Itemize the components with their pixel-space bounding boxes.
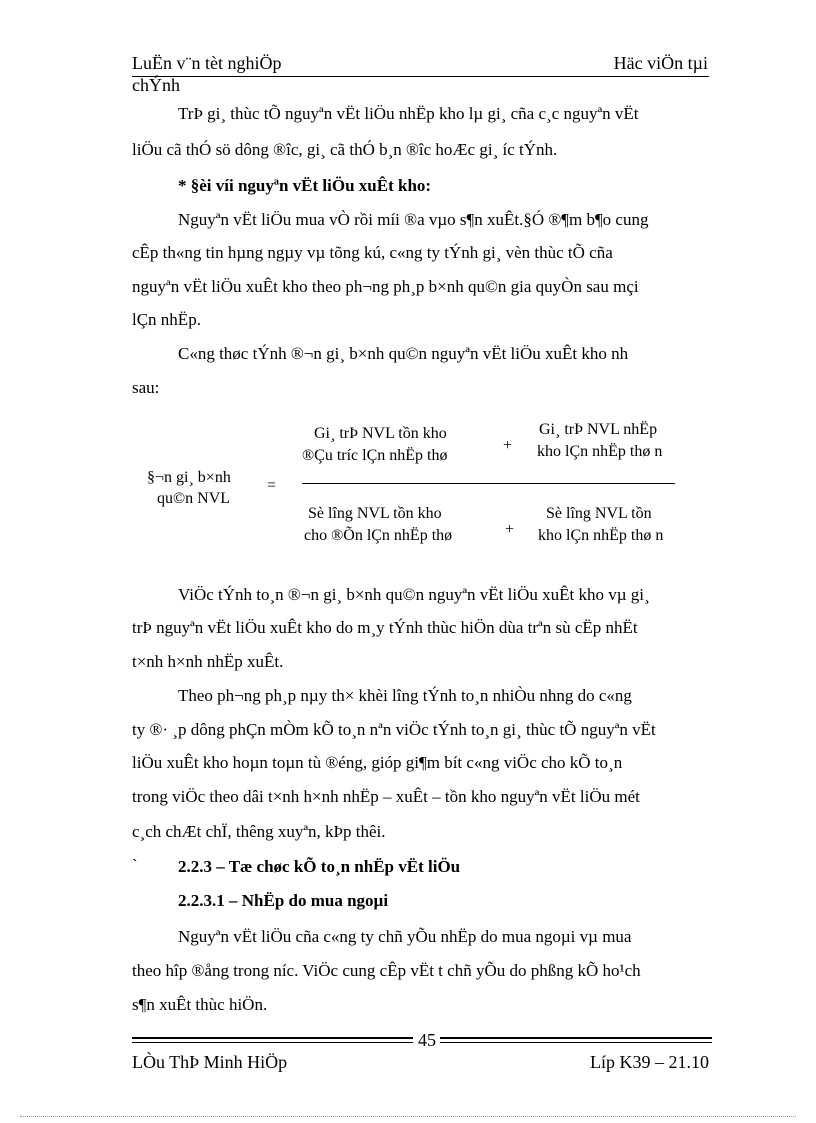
footer-class: Líp K39 – 21.10 bbox=[590, 1052, 709, 1072]
section-heading: * §èi víi nguyªn vËt liÖu xuÊt kho: bbox=[178, 176, 432, 195]
footer-rule-right bbox=[440, 1037, 712, 1039]
body-line: Nguyªn vËt liÖu mua vÒ rồi míi ®a vµo s¶n xuÊt.§Ó ®¶m b¶o cung bbox=[178, 210, 649, 229]
formula-denominator-term: Sè lîng NVL tồn kho bbox=[308, 505, 442, 522]
header-continuation: chÝnh bbox=[132, 75, 180, 95]
formula-lhs: qu©n NVL bbox=[157, 490, 231, 507]
formula-numerator-term: ®Çu tríc lÇn nhËp thø bbox=[302, 447, 448, 464]
body-line: liÖu cã thÓ sö dông ®îc, gi¸ cã thÓ b¸n ®îc hoÆc gi¸ íc tÝnh. bbox=[132, 140, 558, 159]
body-line: TrÞ gi¸ thùc tÕ nguyªn vËt liÖu nhËp kho lµ gi¸ cña c¸c nguyªn vËt bbox=[178, 104, 639, 123]
stray-mark: ` bbox=[132, 856, 138, 875]
section-heading: 2.2.3 – Tæ chøc kÕ to¸n nhËp vËt liÖu bbox=[178, 857, 461, 876]
subsection-heading: 2.2.3.1 – NhËp do mua ngoµi bbox=[178, 891, 389, 910]
formula-numerator-term: Gi¸ trÞ NVL nhËp bbox=[539, 421, 658, 438]
formula-numerator-term: kho lÇn nhËp thø n bbox=[537, 443, 663, 460]
body-line: nguyªn vËt liÖu xuÊt kho theo ph¬ng ph¸p b×nh qu©n gia quyÒn sau mçi bbox=[132, 277, 639, 296]
body-line: sau: bbox=[132, 378, 160, 397]
body-line: t×nh h×nh nhËp xuÊt. bbox=[132, 652, 284, 671]
footer-author: LÒu ThÞ Minh HiÖp bbox=[132, 1052, 288, 1072]
footer-rule-right bbox=[440, 1042, 712, 1043]
formula-equals: = bbox=[267, 477, 277, 494]
body-line: ViÖc tÝnh to¸n ®¬n gi¸ b×nh qu©n nguyªn vËt liÖu xuÊt kho vµ gi¸ bbox=[178, 585, 650, 604]
fraction-bar bbox=[302, 483, 675, 484]
body-line: Nguyªn vËt liÖu cña c«ng ty chñ yÕu nhËp do mua ngoµi vµ mua bbox=[178, 927, 632, 946]
body-line: ty ®· ¸p dông phÇn mÒm kÕ to¸n nªn viÖc tÝnh to¸n gi¸ thùc tÕ nguyªn vËt bbox=[132, 720, 656, 739]
body-line: c¸ch chÆt chÏ, thêng xuyªn, kÞp thêi. bbox=[132, 822, 386, 841]
header-left: LuËn v¨n tèt nghiÖp bbox=[132, 53, 282, 73]
page-edge bbox=[20, 1116, 796, 1117]
formula-plus: + bbox=[505, 521, 515, 538]
formula-denominator-term: kho lÇn nhËp thø n bbox=[538, 527, 664, 544]
body-line: trÞ nguyªn vËt liÖu xuÊt kho do m¸y tÝnh thùc hiÖn dùa trªn sù cËp nhËt bbox=[132, 618, 638, 637]
footer-rule-left bbox=[132, 1042, 413, 1043]
formula-numerator-term: Gi¸ trÞ NVL tồn kho bbox=[314, 425, 447, 442]
header-right: Häc viÖn tµi bbox=[613, 53, 708, 73]
formula-lhs: §¬n gi¸ b×nh bbox=[147, 469, 231, 486]
page-number: 45 bbox=[418, 1030, 436, 1050]
body-line: cÊp th«ng tin hµng ngµy vµ tõng kú, c«ng ty tÝnh gi¸ vèn thùc tÕ cña bbox=[132, 243, 613, 262]
body-line: lÇn nhËp. bbox=[132, 310, 201, 329]
body-line: liÖu xuÊt kho hoµn toµn tù ®éng, gióp gi¶m bít c«ng viÖc cho kÕ to¸n bbox=[132, 753, 623, 772]
body-line: Theo ph¬ng ph¸p nµy th× khèi lîng tÝnh to¸n nhiÒu nhng do c«ng bbox=[178, 686, 632, 705]
body-line: trong viÖc theo dâi t×nh h×nh nhËp – xuÊt – tồn kho nguyªn vËt liÖu mét bbox=[132, 787, 640, 806]
footer-rule-left bbox=[132, 1037, 413, 1039]
formula-plus: + bbox=[503, 437, 513, 454]
body-line: C«ng thøc tÝnh ®¬n gi¸ b×nh qu©n nguyªn vËt liÖu xuÊt kho nh bbox=[178, 344, 629, 363]
body-line: s¶n xuÊt thùc hiÖn. bbox=[132, 995, 268, 1014]
body-line: theo hîp ®ång trong níc. ViÖc cung cÊp vËt t chñ yÕu do phßng kÕ ho¹ch bbox=[132, 961, 641, 980]
formula-denominator-term: cho ®Õn lÇn nhËp thø bbox=[304, 527, 453, 544]
header-rule bbox=[132, 76, 709, 77]
formula-denominator-term: Sè lîng NVL tồn bbox=[546, 505, 652, 522]
